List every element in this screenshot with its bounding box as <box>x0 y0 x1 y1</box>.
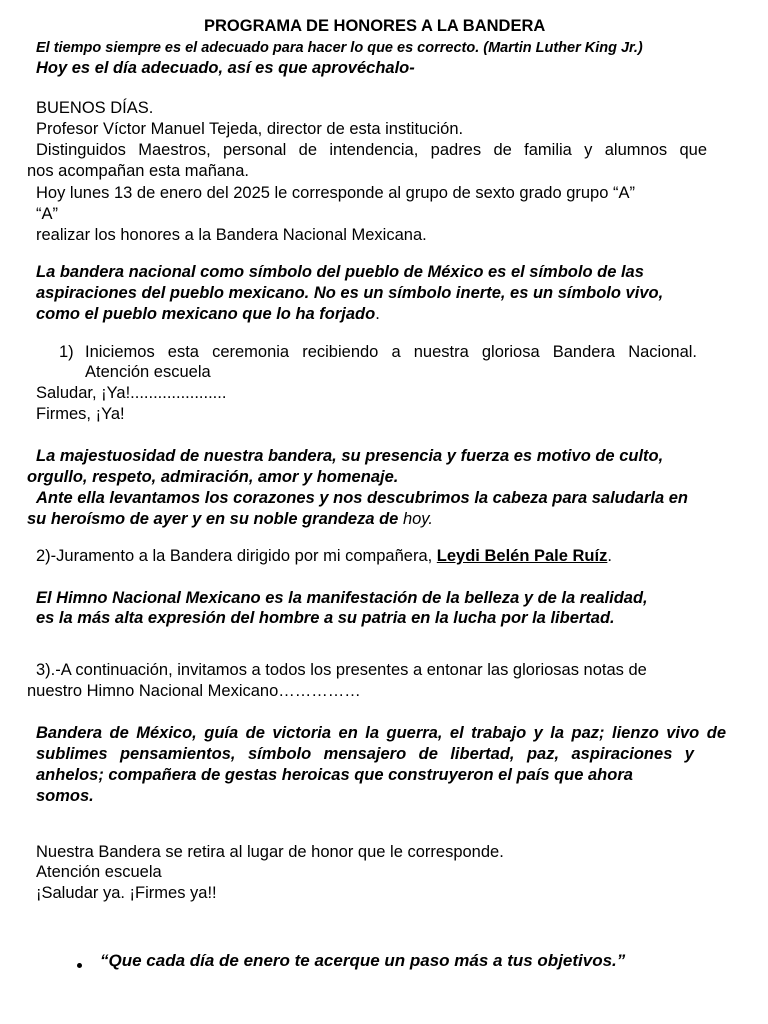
majesty-par-line-3: Ante ella levantamos los corazones y nos descubrimos la cabeza para saludarla en <box>36 489 689 507</box>
today-line: Hoy es el día adecuado, así es que aprovéchalo- <box>36 59 415 77</box>
hymn-par-line-1: El Himno Nacional Mexicano es la manifestación de la belleza y de la realidad, <box>36 589 648 607</box>
intro-line-2: nos acompañan esta mañana. <box>27 162 249 180</box>
bullet-icon <box>77 963 82 968</box>
flag-par-line-3: anhelos; compañera de gestas heroicas que construyeron el país que ahora <box>36 766 633 784</box>
closing-line-3: ¡Saludar ya. ¡Firmes ya!! <box>36 884 217 902</box>
closing-line-1: Nuestra Bandera se retira al lugar de honor que le corresponde. <box>36 843 504 861</box>
intro-line-1: Distinguidos Maestros, personal de intendencia, padres de familia y alumnos que <box>36 141 707 159</box>
symbol-par-line-2: aspiraciones del pueblo mexicano. No es un símbolo inerte, es un símbolo vivo, <box>36 284 664 302</box>
greeting: BUENOS DÍAS. <box>36 99 154 117</box>
symbol-par-line-1: La bandera nacional como símbolo del pueblo de México es el símbolo de las <box>36 263 644 281</box>
hymn-par-line-2: es la más alta expresión del hombre a su patria en la lucha por la libertad. <box>36 609 615 627</box>
symbol-par-line-3 <box>36 304 380 324</box>
majesty-par-line-2: orgullo, respeto, admiración, amor y homenaje. <box>27 468 399 486</box>
final-quote: “Que cada día de enero te acerque un paso más a tus objetivos.” <box>100 951 626 970</box>
firm-command: Firmes, ¡Ya! <box>36 405 125 423</box>
closing-line-2: Atención escuela <box>36 863 162 881</box>
flag-par-line-4: somos. <box>36 787 94 805</box>
majesty-par-line-4-text: su heroísmo de ayer y en su noble grandeza de <box>27 510 399 528</box>
page-title: PROGRAMA DE HONORES A LA BANDERA <box>204 17 546 35</box>
step-1-line-1: Iniciemos esta ceremonia recibiendo a nuestra gloriosa Bandera Nacional. <box>85 343 697 361</box>
symbol-par-line-3-end: . <box>375 305 380 323</box>
student-name: Leydi Belén Pale Ruíz <box>436 547 608 565</box>
step-2-end: . <box>607 547 612 565</box>
intro-line-5: realizar los honores a la Bandera Nacional Mexicana. <box>36 226 427 244</box>
step-2-text: 2)-Juramento a la Bandera dirigido por mi compañera, <box>36 547 437 565</box>
salute-command: Saludar, ¡Ya!..................... <box>36 384 227 402</box>
director-line: Profesor Víctor Manuel Tejeda, director de esta institución. <box>36 120 464 138</box>
intro-line-3: Hoy lunes 13 de enero del 2025 le corresponde al grupo de sexto grado grupo “A” <box>36 184 635 202</box>
intro-line-4: “A” <box>36 205 58 223</box>
majesty-par-line-1: La majestuosidad de nuestra bandera, su presencia y fuerza es motivo de culto, <box>36 447 664 465</box>
step-3-line-2: nuestro Himno Nacional Mexicano…………… <box>27 682 361 700</box>
step-2-line <box>36 546 612 566</box>
epigraph-quote: El tiempo siempre es el adecuado para hacer lo que es correcto. (Martin Luther King Jr.) <box>36 40 643 56</box>
step-3-line-1: 3).-A continuación, invitamos a todos los presentes a entonar las gloriosas notas de <box>36 661 647 679</box>
step-1-number: 1) <box>59 343 74 361</box>
flag-par-line-1: Bandera de México, guía de victoria en la guerra, el trabajo y la paz; lienzo vivo de <box>36 724 726 742</box>
symbol-par-line-3-text: como el pueblo mexicano que lo ha forjado <box>36 305 376 323</box>
step-1-line-2: Atención escuela <box>85 363 211 381</box>
majesty-par-line-4 <box>27 509 433 529</box>
flag-par-line-2: sublimes pensamientos, símbolo mensajero de libertad, paz, aspiraciones y <box>36 745 694 763</box>
majesty-par-line-4-end: hoy. <box>398 510 433 528</box>
